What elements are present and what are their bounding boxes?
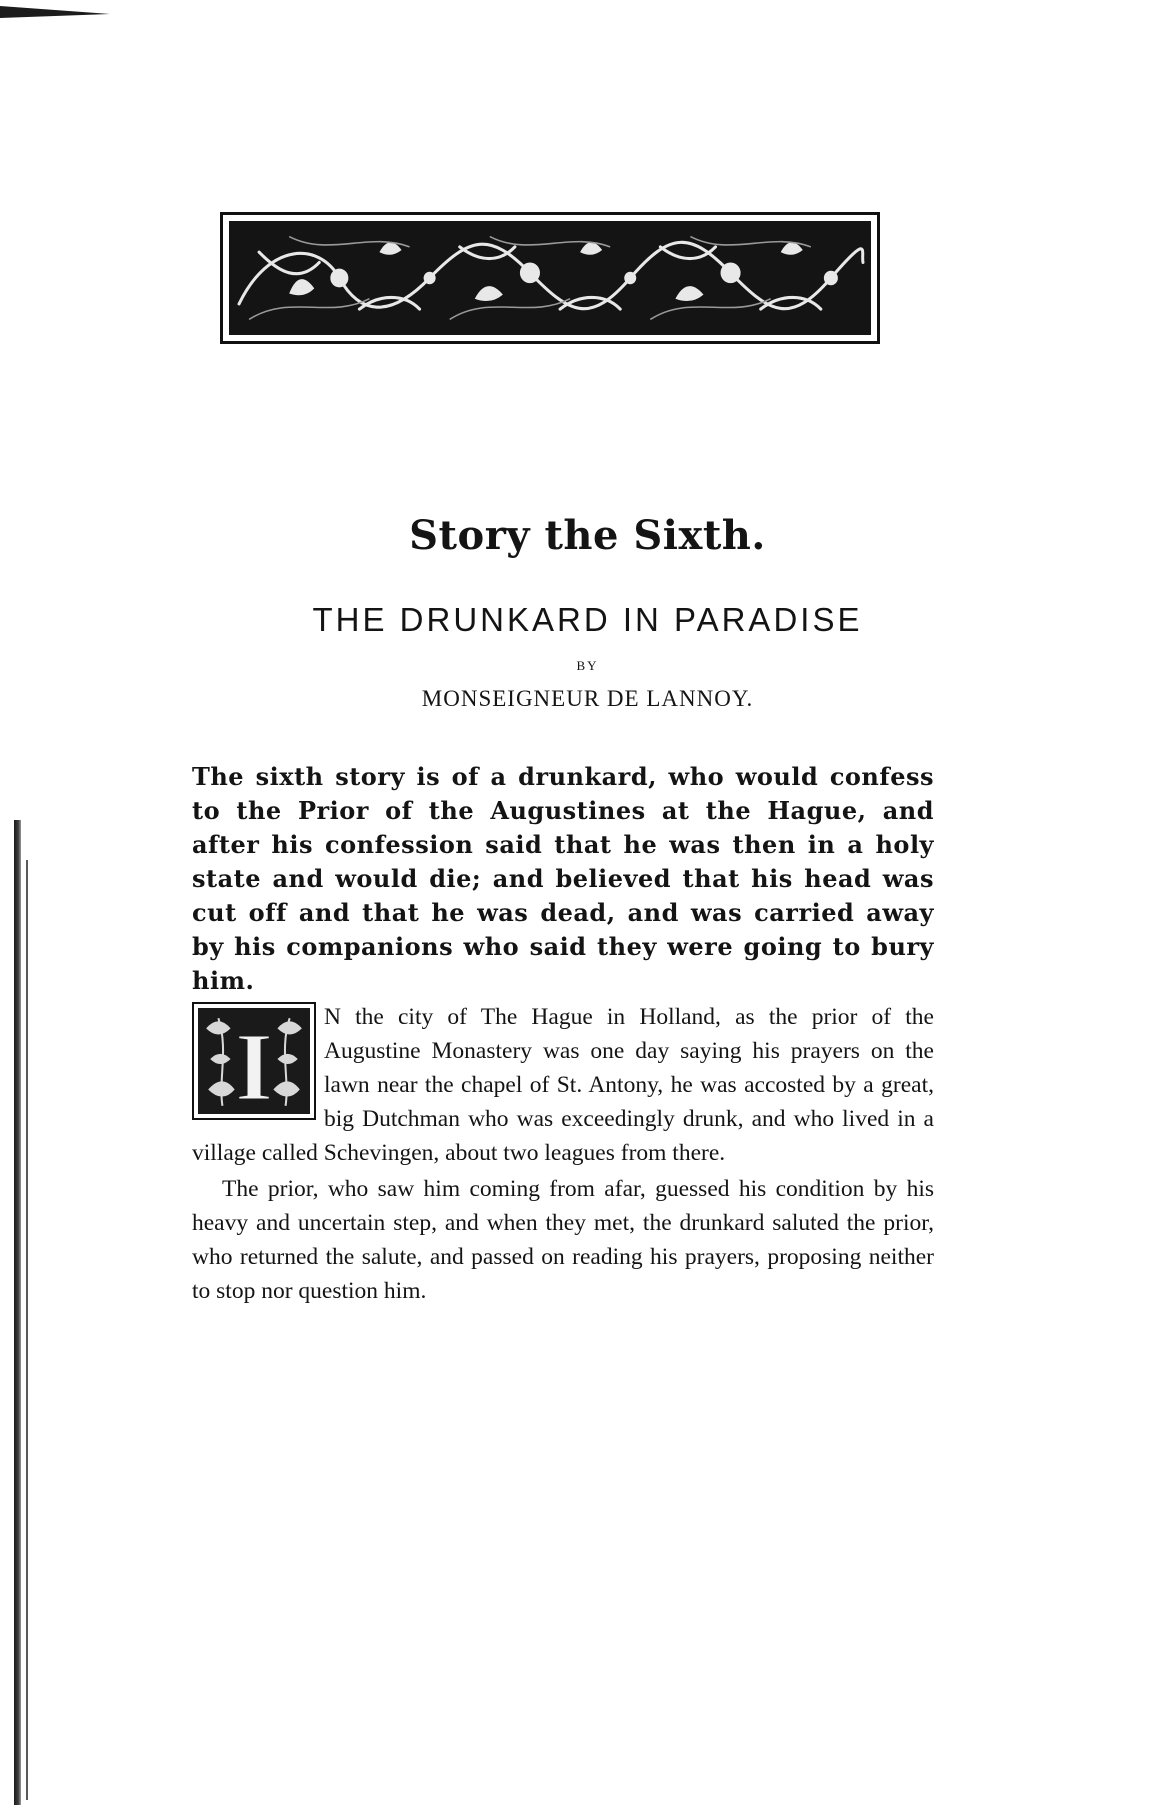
story-summary: The sixth story is of a drunkard, who would confess to the Prior of the Augustines at the Hague, and after his confession said that he was then in a holy state and would die; and believed that his head was cut off and that he was dead, and was carried away by his companions who said they were going to bury him. — [192, 762, 934, 995]
drop-cap-letter: I — [234, 1013, 274, 1114]
floral-scroll-ornament-icon — [229, 221, 871, 335]
byline-author: MONSEIGNEUR DE LANNOY. — [421, 686, 754, 711]
byline-by: BY — [576, 658, 599, 673]
story-body — [192, 1000, 934, 1308]
body-paragraph-1-text: N the city of The Hague in Holland, as the prior of the Augustine Monastery was one day saying his prayers on the lawn near the chapel of St. Antony, he was accosted by a great, big Dutchman who was exceedingly drunk, and who lived in a village called Schevingen, about two leagues from there. — [192, 1004, 934, 1166]
drop-cap — [192, 1002, 316, 1120]
headpiece-ornament — [220, 212, 880, 344]
body-paragraph-1 — [192, 1000, 934, 1170]
leaf-ornament-icon — [198, 1008, 310, 1114]
story-number-heading: Story the Sixth. — [409, 512, 766, 559]
scan-page-edge — [14, 820, 21, 1805]
scan-page-edge-line — [26, 860, 28, 1800]
body-paragraph-2: The prior, who saw him coming from afar, guessed his condition by his heavy and uncertain step, and when they met, the drunkard saluted the prior, who returned the salute, and passed on reading his prayers, proposing neither to stop nor question him. — [192, 1176, 934, 1304]
story-title: THE DRUNKARD IN PARADISE — [312, 601, 863, 638]
scan-corner-mark — [0, 4, 110, 22]
